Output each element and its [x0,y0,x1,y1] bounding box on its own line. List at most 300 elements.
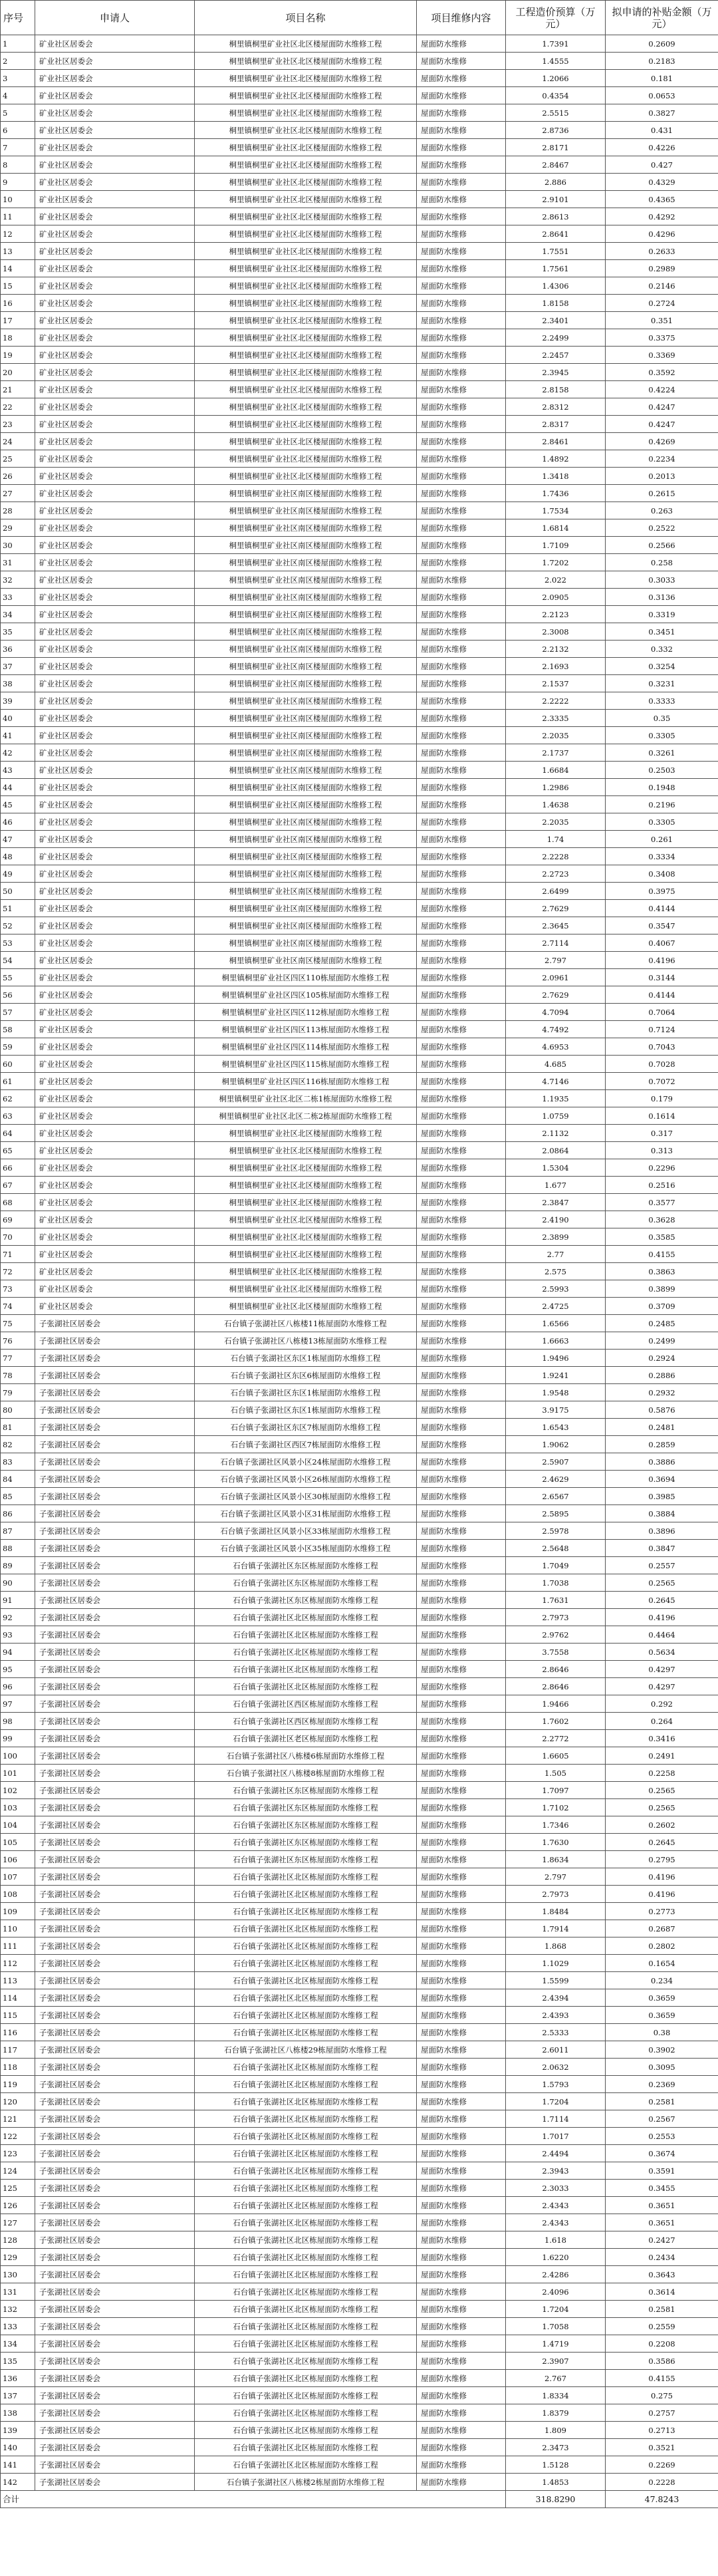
repair-content-cell: 屋面防水维修 [417,243,506,260]
applicant-cell: 子张湖社区居委会 [35,2110,195,2128]
subsidy-cell: 0.3451 [606,623,718,641]
budget-cell: 2.9101 [506,191,606,208]
budget-cell: 1.7049 [506,1557,606,1574]
repair-content-cell: 屋面防水维修 [417,1765,506,1782]
table-row [1,986,718,1004]
repair-content-cell: 屋面防水维修 [417,1730,506,1747]
row-number: 72 [1,1263,35,1280]
subsidy-cell: 0.2258 [606,1765,718,1782]
table-row [1,1246,718,1263]
repair-content-cell: 屋面防水维修 [417,416,506,433]
budget-cell: 1.9466 [506,1695,606,1713]
row-number: 94 [1,1644,35,1661]
repair-content-cell: 屋面防水维修 [417,2214,506,2231]
row-number: 97 [1,1695,35,1713]
applicant-cell: 矿业社区居委会 [35,450,195,468]
applicant-cell: 矿业社区居委会 [35,917,195,934]
project-name-cell: 石台镇子张湖社区风景小区26栋屋面防水维修工程 [195,1471,417,1488]
project-name-cell: 桐里镇桐里矿业社区北区楼屋面防水维修工程 [195,174,417,191]
row-number: 69 [1,1211,35,1228]
project-name-cell: 石台镇子张湖社区北区栋屋面防水维修工程 [195,1955,417,1972]
budget-cell: 1.8334 [506,2387,606,2404]
repair-content-cell: 屋面防水维修 [417,2231,506,2249]
applicant-cell: 矿业社区居委会 [35,502,195,519]
subsidy-cell: 0.2183 [606,53,718,70]
budget-cell: 2.575 [506,1263,606,1280]
applicant-cell: 矿业社区居委会 [35,208,195,225]
applicant-cell: 矿业社区居委会 [35,554,195,571]
subsidy-cell: 0.2757 [606,2404,718,2422]
repair-content-cell: 屋面防水维修 [417,2439,506,2456]
subsidy-cell: 0.292 [606,1695,718,1713]
repair-content-cell: 屋面防水维修 [417,1851,506,1868]
budget-cell: 2.2222 [506,692,606,710]
applicant-cell: 子张湖社区居委会 [35,2474,195,2491]
subsidy-cell: 0.3591 [606,2162,718,2180]
row-number: 90 [1,1574,35,1592]
repair-content-cell: 屋面防水维修 [417,934,506,952]
project-name-cell: 石台镇子张湖社区北区栋屋面防水维修工程 [195,1886,417,1903]
repair-content-cell: 屋面防水维修 [417,208,506,225]
subsidy-cell: 0.3369 [606,347,718,364]
subsidy-cell: 0.2369 [606,2076,718,2093]
project-name-cell: 石台镇子张湖社区东区栋屋面防水维修工程 [195,1574,417,1592]
subsidy-cell: 0.2645 [606,1592,718,1609]
subsidy-cell: 0.2491 [606,1747,718,1765]
budget-cell: 2.7114 [506,934,606,952]
applicant-cell: 矿业社区居委会 [35,1228,195,1246]
repair-content-cell: 屋面防水维修 [417,364,506,381]
table-row [1,2007,718,2024]
table-row [1,1626,718,1644]
budget-cell: 2.3473 [506,2439,606,2456]
budget-cell: 2.3645 [506,917,606,934]
applicant-cell: 矿业社区居委会 [35,1280,195,1298]
applicant-cell: 子张湖社区居委会 [35,1678,195,1695]
subsidy-cell: 0.3334 [606,848,718,865]
project-name-cell: 桐里镇桐里矿业社区北区楼屋面防水维修工程 [195,53,417,70]
repair-content-cell: 屋面防水维修 [417,917,506,934]
subsidy-cell: 0.3902 [606,2041,718,2059]
row-number: 100 [1,1747,35,1765]
row-number: 50 [1,883,35,900]
table-row [1,1540,718,1557]
subsidy-cell: 0.3455 [606,2180,718,2197]
budget-cell: 2.0905 [506,589,606,606]
table-row [1,969,718,986]
repair-content-cell: 屋面防水维修 [417,2093,506,2110]
repair-content-cell: 屋面防水维修 [417,2041,506,2059]
budget-cell: 1.7114 [506,2110,606,2128]
repair-content-cell: 屋面防水维修 [417,104,506,122]
subsidy-cell: 0.261 [606,831,718,848]
applicant-cell: 矿业社区居委会 [35,191,195,208]
subsidy-cell: 0.3709 [606,1298,718,1315]
budget-cell: 2.2772 [506,1730,606,1747]
applicant-cell: 矿业社区居委会 [35,796,195,813]
project-name-cell: 桐里镇桐里矿业社区南区楼屋面防水维修工程 [195,796,417,813]
project-name-cell: 石台镇子张湖社区东区栋屋面防水维修工程 [195,1799,417,1816]
row-number: 62 [1,1090,35,1107]
repair-content-cell: 屋面防水维修 [417,1868,506,1886]
project-name-cell: 桐里镇桐里矿业社区北区楼屋面防水维修工程 [195,364,417,381]
project-name-cell: 石台镇子张湖社区东区1栋屋面防水维修工程 [195,1384,417,1401]
budget-cell: 2.5515 [506,104,606,122]
subsidy-cell: 0.2615 [606,485,718,502]
project-name-cell: 桐里镇桐里矿业社区北区楼屋面防水维修工程 [195,156,417,174]
subsidy-cell: 0.3095 [606,2059,718,2076]
budget-cell: 1.6543 [506,1419,606,1436]
table-row [1,468,718,485]
budget-cell: 2.1737 [506,744,606,762]
subsidy-cell: 0.4067 [606,934,718,952]
project-name-cell: 石台镇子张湖社区北区栋屋面防水维修工程 [195,2214,417,2231]
project-name-cell: 桐里镇桐里矿业社区四区112栋屋面防水维修工程 [195,1004,417,1021]
applicant-cell: 子张湖社区居委会 [35,1955,195,1972]
row-number: 57 [1,1004,35,1021]
budget-cell: 2.767 [506,2370,606,2387]
table-row [1,2231,718,2249]
project-name-cell: 石台镇子张湖社区北区栋屋面防水维修工程 [195,1989,417,2007]
subsidy-cell: 0.4269 [606,433,718,450]
row-number: 37 [1,658,35,675]
table-body [1,35,718,2491]
project-name-cell: 石台镇子张湖社区风景小区24栋屋面防水维修工程 [195,1453,417,1471]
row-number: 113 [1,1972,35,1989]
table-row [1,2266,718,2283]
applicant-cell: 子张湖社区居委会 [35,2128,195,2145]
applicant-cell: 子张湖社区居委会 [35,2439,195,2456]
subsidy-cell: 0.0653 [606,87,718,104]
row-number: 27 [1,485,35,502]
project-name-cell: 石台镇子张湖社区北区栋屋面防水维修工程 [195,2145,417,2162]
table-row [1,208,718,225]
subsidy-cell: 0.3659 [606,1989,718,2007]
project-name-cell: 桐里镇桐里矿业社区北区楼屋面防水维修工程 [195,139,417,156]
applicant-cell: 子张湖社区居委会 [35,2353,195,2370]
row-number: 136 [1,2370,35,2387]
table-row [1,2162,718,2180]
project-name-cell: 石台镇子张湖社区八栋楼11栋屋面防水维修工程 [195,1315,417,1332]
repair-content-cell: 屋面防水维修 [417,174,506,191]
project-name-cell: 石台镇子张湖社区风景小区35栋屋面防水维修工程 [195,1540,417,1557]
budget-cell: 2.8317 [506,416,606,433]
project-name-cell: 桐里镇桐里矿业社区北区楼屋面防水维修工程 [195,1142,417,1159]
repair-content-cell: 屋面防水维修 [417,796,506,813]
subsidy-cell: 0.2802 [606,1937,718,1955]
subsidy-cell: 0.4226 [606,139,718,156]
row-number: 107 [1,1868,35,1886]
repair-content-cell: 屋面防水维修 [417,641,506,658]
project-name-cell: 石台镇子张湖社区北区栋屋面防水维修工程 [195,1644,417,1661]
project-name-cell: 桐里镇桐里矿业社区北区楼屋面防水维修工程 [195,1159,417,1177]
budget-cell: 2.7973 [506,1886,606,1903]
applicant-cell: 矿业社区居委会 [35,813,195,831]
table-row [1,1851,718,1868]
applicant-cell: 子张湖社区居委会 [35,1886,195,1903]
project-name-cell: 石台镇子张湖社区东区栋屋面防水维修工程 [195,1782,417,1799]
project-name-cell: 石台镇子张湖社区西区栋屋面防水维修工程 [195,1695,417,1713]
table-row [1,1073,718,1090]
table-row [1,1920,718,1937]
repair-content-cell: 屋面防水维修 [417,2076,506,2093]
row-number: 110 [1,1920,35,1937]
applicant-cell: 子张湖社区居委会 [35,1903,195,1920]
project-name-cell: 桐里镇桐里矿业社区南区楼屋面防水维修工程 [195,848,417,865]
repair-content-cell: 屋面防水维修 [417,2456,506,2474]
row-number: 142 [1,2474,35,2491]
row-number: 65 [1,1142,35,1159]
repair-content-cell: 屋面防水维修 [417,1937,506,1955]
table-row [1,554,718,571]
subsidy-cell: 0.2724 [606,295,718,312]
row-number: 137 [1,2387,35,2404]
budget-cell: 2.5895 [506,1505,606,1522]
budget-cell: 1.505 [506,1765,606,1782]
row-number: 54 [1,952,35,969]
project-name-cell: 石台镇子张湖社区北区栋屋面防水维修工程 [195,2283,417,2301]
row-number: 3 [1,70,35,87]
project-name-cell: 石台镇子张湖社区东区1栋屋面防水维修工程 [195,1401,417,1419]
budget-cell: 2.3847 [506,1194,606,1211]
subsidy-cell: 0.179 [606,1090,718,1107]
repair-content-cell: 屋面防水维修 [417,1644,506,1661]
repair-content-cell: 屋面防水维修 [417,1592,506,1609]
project-name-cell: 桐里镇桐里矿业社区南区楼屋面防水维修工程 [195,485,417,502]
table-row [1,1471,718,1488]
project-name-cell: 桐里镇桐里矿业社区南区楼屋面防水维修工程 [195,952,417,969]
project-name-cell: 桐里镇桐里矿业社区四区105栋屋面防水维修工程 [195,986,417,1004]
applicant-cell: 子张湖社区居委会 [35,1920,195,1937]
table-row [1,2353,718,2370]
budget-cell: 2.5993 [506,1280,606,1298]
repair-content-cell: 屋面防水维修 [417,1471,506,1488]
table-row [1,347,718,364]
row-number: 121 [1,2110,35,2128]
applicant-cell: 子张湖社区居委会 [35,2422,195,2439]
row-number: 79 [1,1384,35,1401]
project-name-cell: 石台镇子张湖社区北区栋屋面防水维修工程 [195,2180,417,2197]
repair-content-cell: 屋面防水维修 [417,1021,506,1038]
applicant-cell: 矿业社区居委会 [35,174,195,191]
subsidy-cell: 0.3694 [606,1471,718,1488]
repair-content-cell: 屋面防水维修 [417,2370,506,2387]
budget-cell: 3.9175 [506,1401,606,1419]
budget-cell: 2.4343 [506,2197,606,2214]
repair-content-cell: 屋面防水维修 [417,1557,506,1574]
row-number: 41 [1,727,35,744]
repair-content-cell: 屋面防水维修 [417,1903,506,1920]
table-row [1,1609,718,1626]
project-name-cell: 石台镇子张湖社区北区栋屋面防水维修工程 [195,1937,417,1955]
row-number: 19 [1,347,35,364]
repair-content-cell: 屋面防水维修 [417,398,506,416]
row-number: 33 [1,589,35,606]
row-number: 76 [1,1332,35,1350]
budget-cell: 2.8646 [506,1678,606,1695]
applicant-cell: 子张湖社区居委会 [35,2404,195,2422]
project-name-cell: 桐里镇桐里矿业社区南区楼屋面防水维修工程 [195,658,417,675]
budget-cell: 1.9062 [506,1436,606,1453]
row-number: 108 [1,1886,35,1903]
applicant-cell: 矿业社区居委会 [35,831,195,848]
repair-content-cell: 屋面防水维修 [417,675,506,692]
applicant-cell: 矿业社区居委会 [35,122,195,139]
row-number: 66 [1,1159,35,1177]
budget-cell: 1.5793 [506,2076,606,2093]
header-subsidy: 拟申请的补贴金额（万元） [606,1,718,35]
subsidy-cell: 0.2773 [606,1903,718,1920]
project-name-cell: 桐里镇桐里矿业社区北区楼屋面防水维修工程 [195,35,417,53]
subsidy-cell: 0.3577 [606,1194,718,1211]
applicant-cell: 子张湖社区居委会 [35,2335,195,2353]
repair-content-cell: 屋面防水维修 [417,744,506,762]
table-row [1,917,718,934]
subsidy-cell: 0.4196 [606,1609,718,1626]
row-number: 10 [1,191,35,208]
project-name-cell: 桐里镇桐里矿业社区北区楼屋面防水维修工程 [195,87,417,104]
subsidy-cell: 0.3585 [606,1228,718,1246]
row-number: 36 [1,641,35,658]
row-number: 132 [1,2301,35,2318]
subsidy-cell: 0.3305 [606,727,718,744]
budget-cell: 1.7630 [506,1834,606,1851]
project-name-cell: 石台镇子张湖社区北区栋屋面防水维修工程 [195,1868,417,1886]
subsidy-cell: 0.3975 [606,883,718,900]
applicant-cell: 子张湖社区居委会 [35,1851,195,1868]
subsidy-cell: 0.3416 [606,1730,718,1747]
table-row [1,1713,718,1730]
subsidy-cell: 0.3614 [606,2283,718,2301]
table-row [1,485,718,502]
budget-cell: 1.7109 [506,537,606,554]
project-name-cell: 桐里镇桐里矿业社区北区楼屋面防水维修工程 [195,1228,417,1246]
project-name-cell: 桐里镇桐里矿业社区北区楼屋面防水维修工程 [195,416,417,433]
subsidy-cell: 0.3136 [606,589,718,606]
table-footer [1,2491,718,2508]
repair-content-cell: 屋面防水维修 [417,1955,506,1972]
project-name-cell: 石台镇子张湖社区北区栋屋面防水维修工程 [195,2007,417,2024]
budget-cell: 1.7391 [506,35,606,53]
row-number: 95 [1,1661,35,1678]
budget-cell: 1.7436 [506,485,606,502]
row-number: 42 [1,744,35,762]
table-row [1,831,718,848]
row-number: 64 [1,1125,35,1142]
table-row [1,1661,718,1678]
budget-cell: 1.7631 [506,1592,606,1609]
subsidy-cell: 0.5876 [606,1401,718,1419]
project-name-cell: 石台镇子张湖社区北区栋屋面防水维修工程 [195,2093,417,2110]
applicant-cell: 子张湖社区居委会 [35,2180,195,2197]
row-number: 105 [1,1834,35,1851]
row-number: 21 [1,381,35,398]
subsidy-cell: 0.263 [606,502,718,519]
table-row [1,2474,718,2491]
applicant-cell: 矿业社区居委会 [35,1142,195,1159]
table-row [1,1972,718,1989]
row-number: 93 [1,1626,35,1644]
applicant-cell: 矿业社区居委会 [35,710,195,727]
subsidy-cell: 0.2566 [606,537,718,554]
repair-content-cell: 屋面防水维修 [417,900,506,917]
repair-content-cell: 屋面防水维修 [417,1972,506,1989]
repair-content-cell: 屋面防水维修 [417,1056,506,1073]
applicant-cell: 矿业社区居委会 [35,779,195,796]
subsidy-cell: 0.2581 [606,2093,718,2110]
subsidy-cell: 0.4224 [606,381,718,398]
applicant-cell: 矿业社区居委会 [35,589,195,606]
budget-cell: 2.4494 [506,2145,606,2162]
subsidy-cell: 0.2581 [606,2301,718,2318]
project-name-cell: 桐里镇桐里矿业社区南区楼屋面防水维修工程 [195,554,417,571]
repair-content-cell: 屋面防水维修 [417,122,506,139]
budget-cell: 2.022 [506,571,606,589]
repair-content-cell: 屋面防水维修 [417,1436,506,1453]
applicant-cell: 矿业社区居委会 [35,416,195,433]
budget-cell: 2.3401 [506,312,606,329]
repair-content-cell: 屋面防水维修 [417,329,506,347]
project-name-cell: 石台镇子张湖社区北区栋屋面防水维修工程 [195,1903,417,1920]
row-number: 28 [1,502,35,519]
table-row [1,779,718,796]
row-number: 55 [1,969,35,986]
applicant-cell: 矿业社区居委会 [35,952,195,969]
row-number: 106 [1,1851,35,1868]
applicant-cell: 矿业社区居委会 [35,606,195,623]
applicant-cell: 子张湖社区居委会 [35,1522,195,1540]
subsidy-cell: 0.3863 [606,1263,718,1280]
table-row [1,2214,718,2231]
row-number: 75 [1,1315,35,1332]
project-name-cell: 桐里镇桐里矿业社区四区110栋屋面防水维修工程 [195,969,417,986]
project-name-cell: 石台镇子张湖社区北区栋屋面防水维修工程 [195,2335,417,2353]
project-name-cell: 桐里镇桐里矿业社区南区楼屋面防水维修工程 [195,623,417,641]
subsidy-cell: 0.7072 [606,1073,718,1090]
repair-content-cell: 屋面防水维修 [417,1367,506,1384]
budget-cell: 1.4719 [506,2335,606,2353]
applicant-cell: 子张湖社区居委会 [35,1315,195,1332]
subsidy-cell: 0.3586 [606,2353,718,2370]
repair-content-cell: 屋面防水维修 [417,381,506,398]
budget-cell: 1.74 [506,831,606,848]
budget-cell: 2.2723 [506,865,606,883]
project-name-cell: 石台镇子张湖社区北区栋屋面防水维修工程 [195,2024,417,2041]
project-name-cell: 桐里镇桐里矿业社区南区楼屋面防水维修工程 [195,900,417,917]
budget-cell: 1.8158 [506,295,606,312]
table-row [1,1280,718,1298]
table-row [1,156,718,174]
row-number: 128 [1,2231,35,2249]
row-number: 103 [1,1799,35,1816]
subsidy-cell: 0.3333 [606,692,718,710]
project-name-cell: 石台镇子张湖社区北区栋屋面防水维修工程 [195,1626,417,1644]
project-name-cell: 桐里镇桐里矿业社区北区楼屋面防水维修工程 [195,450,417,468]
table-row [1,1177,718,1194]
table-row [1,502,718,519]
project-name-cell: 石台镇子张湖社区八栋楼29栋屋面防水维修工程 [195,2041,417,2059]
table-row [1,450,718,468]
subsidy-cell: 0.3827 [606,104,718,122]
table-row [1,1142,718,1159]
budget-cell: 2.4343 [506,2214,606,2231]
table-row [1,1868,718,1886]
subsidy-cell: 0.7043 [606,1038,718,1056]
table-row [1,1799,718,1816]
repair-content-cell: 屋面防水维修 [417,1920,506,1937]
applicant-cell: 矿业社区居委会 [35,1038,195,1056]
subsidy-cell: 0.4155 [606,2370,718,2387]
